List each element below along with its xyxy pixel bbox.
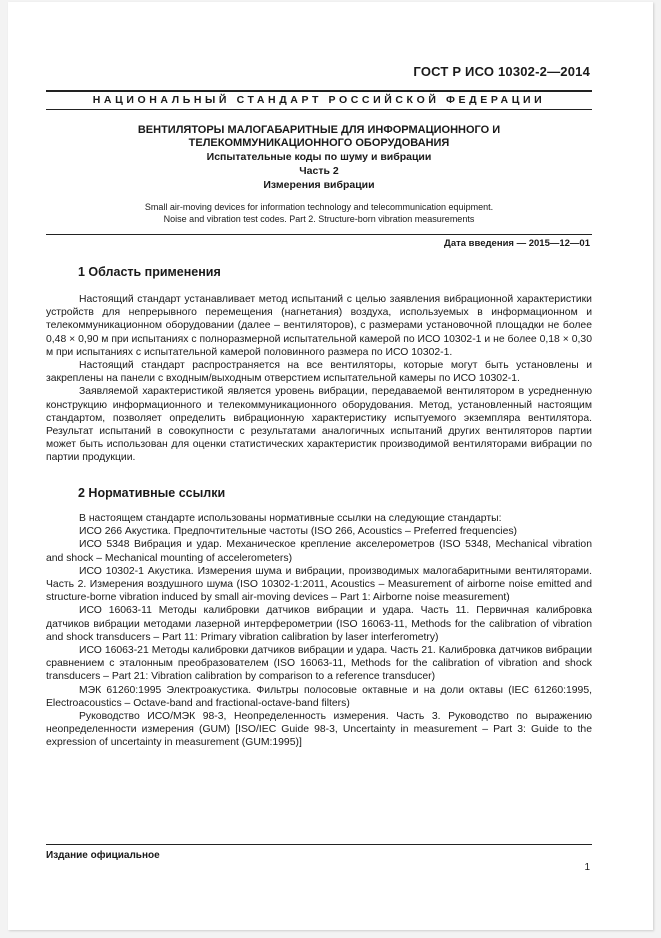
paragraph: В настоящем стандарте использованы нормативные ссылки на следующие стандарты: (79, 513, 502, 524)
reference-item: ИСО 16063-11 Методы калибровки датчиков вибрации и удара. Часть 11. Первичная калибровка датчиков вибрации методами лазерной интерферометрии (ISO 16063-11, Methods for the calibration of vibration and shock transducers – Part 11: Primary vibration calibration by laser interferometry) (46, 605, 592, 643)
title-line-2: ТЕЛЕКОММУНИКАЦИОННОГО ОБОРУДОВАНИЯ (188, 137, 450, 149)
title-subtitle: Испытательные коды по шуму и вибрации (206, 151, 432, 163)
reference-item: ИСО 16063-21 Методы калибровки датчиков вибрации и удара. Часть 21. Калибровка датчиков вибрации сравнением с эталонным преобразователем (ISO 16063-11, Methods for the calibration of vibration and shock transducers – Part 21: Vibration calibration by comparison to a reference transducer) (46, 645, 592, 683)
page-number: 1 (584, 862, 590, 873)
reference-item: Руководство ИСО/МЭК 98-3, Неопределенность измерения. Часть 3. Руководство по выражению неопределенности измерения (GUM) [ISO/IEC Guide 98-3, Uncertainty in measurement – Part 3: Guide to the expression of uncertainty in measurement (GUM:1995)] (46, 711, 592, 749)
document-number: ГОСТ Р ИСО 10302-2—2014 (413, 64, 590, 79)
reference-item: ИСО 5348 Вибрация и удар. Механическое крепление акселерометров (ISO 5348, Mechanical vibration and shock – Mechanical mounting of accelerometers) (46, 539, 592, 564)
national-standard-banner: НАЦИОНАЛЬНЫЙ СТАНДАРТ РОССИЙСКОЙ ФЕДЕРАЦИИ (92, 94, 546, 106)
header-rule-top (46, 90, 592, 92)
english-title (46, 201, 592, 225)
english-title-line-2: Noise and vibration test codes. Part 2. Structure-born vibration measurements (163, 214, 475, 224)
section-2-body (46, 512, 592, 750)
english-title-line-1: Small air-moving devices for information technology and telecommunication equipment. (144, 202, 494, 212)
paragraph: Заявляемой характеристикой является уровень вибрации, передаваемой вентилятором в усредненную конструкцию информационного и телекоммуникационного оборудования. Метод, установленный настоящим стандартом, позволяет определить вибрационную характеристику испытуемого экземпляра вентилятора. Результат испытаний в совокупности с результатами аналогичных испытаний других вентиляторов партии может быть использован для оценки статистических характеристик производимой вентиляторами вибрации по партии продукции. (46, 386, 592, 464)
section-1-body (46, 293, 592, 465)
footer-rule (46, 844, 592, 845)
paragraph: Настоящий стандарт устанавливает метод испытаний с целью заявления вибрационной характеристики устройств для непрерывного перемещения (нагнетания) воздуха, используемых в информационном и телекоммуникационном оборудовании (далее – вентиляторов), с размерами установочной площадки не более 0,48 × 0,90 м при испытаниях с полноразмерной испытательной камерой по ИСО 10302-1 и не более 0,18 × 0,30 м при испытаниях с испытательной камерой половинного размера по ИСО 10302-1. (46, 294, 592, 358)
date-rule (46, 234, 592, 235)
official-edition-label: Издание официальное (46, 850, 160, 861)
section-2-heading: 2 Нормативные ссылки (78, 486, 226, 500)
document-page (8, 2, 653, 930)
section-1-heading: 1 Область применения (78, 265, 221, 279)
paragraph: Настоящий стандарт распространяется на все вентиляторы, которые могут быть установлены и закреплены на панели с входным/выходным отверстием испытательной камеры по ИСО 10302-1. (46, 360, 592, 385)
introduction-date: Дата введения — 2015—12—01 (444, 238, 590, 249)
header-rule-bottom (46, 109, 592, 110)
reference-item: МЭК 61260:1995 Электроакустика. Фильтры полосовые октавные и на доли октавы (IEC 61260:1995, Electroacoustics – Octave-band and fractional-octave-band filters) (46, 684, 592, 709)
title-part: Часть 2 (299, 165, 339, 177)
title-block (46, 124, 592, 192)
title-part-name: Измерения вибрации (263, 179, 375, 191)
reference-item: ИСО 266 Акустика. Предпочтительные частоты (ISO 266, Acoustics – Preferred frequencies) (79, 526, 518, 538)
title-line-1: ВЕНТИЛЯТОРЫ МАЛОГАБАРИТНЫЕ ДЛЯ ИНФОРМАЦИОННОГО И (137, 124, 501, 136)
reference-item: ИСО 10302-1 Акустика. Измерения шума и вибрации, производимых малогабаритными вентиляторами. Часть 2. Измерения воздушного шума (ISO 10302-1:2011, Acoustics – Measurement of airborne noise emitted and structure-borne vibration induced by small air-moving devices – Part 1: Airborne noise measurement) (46, 565, 592, 604)
